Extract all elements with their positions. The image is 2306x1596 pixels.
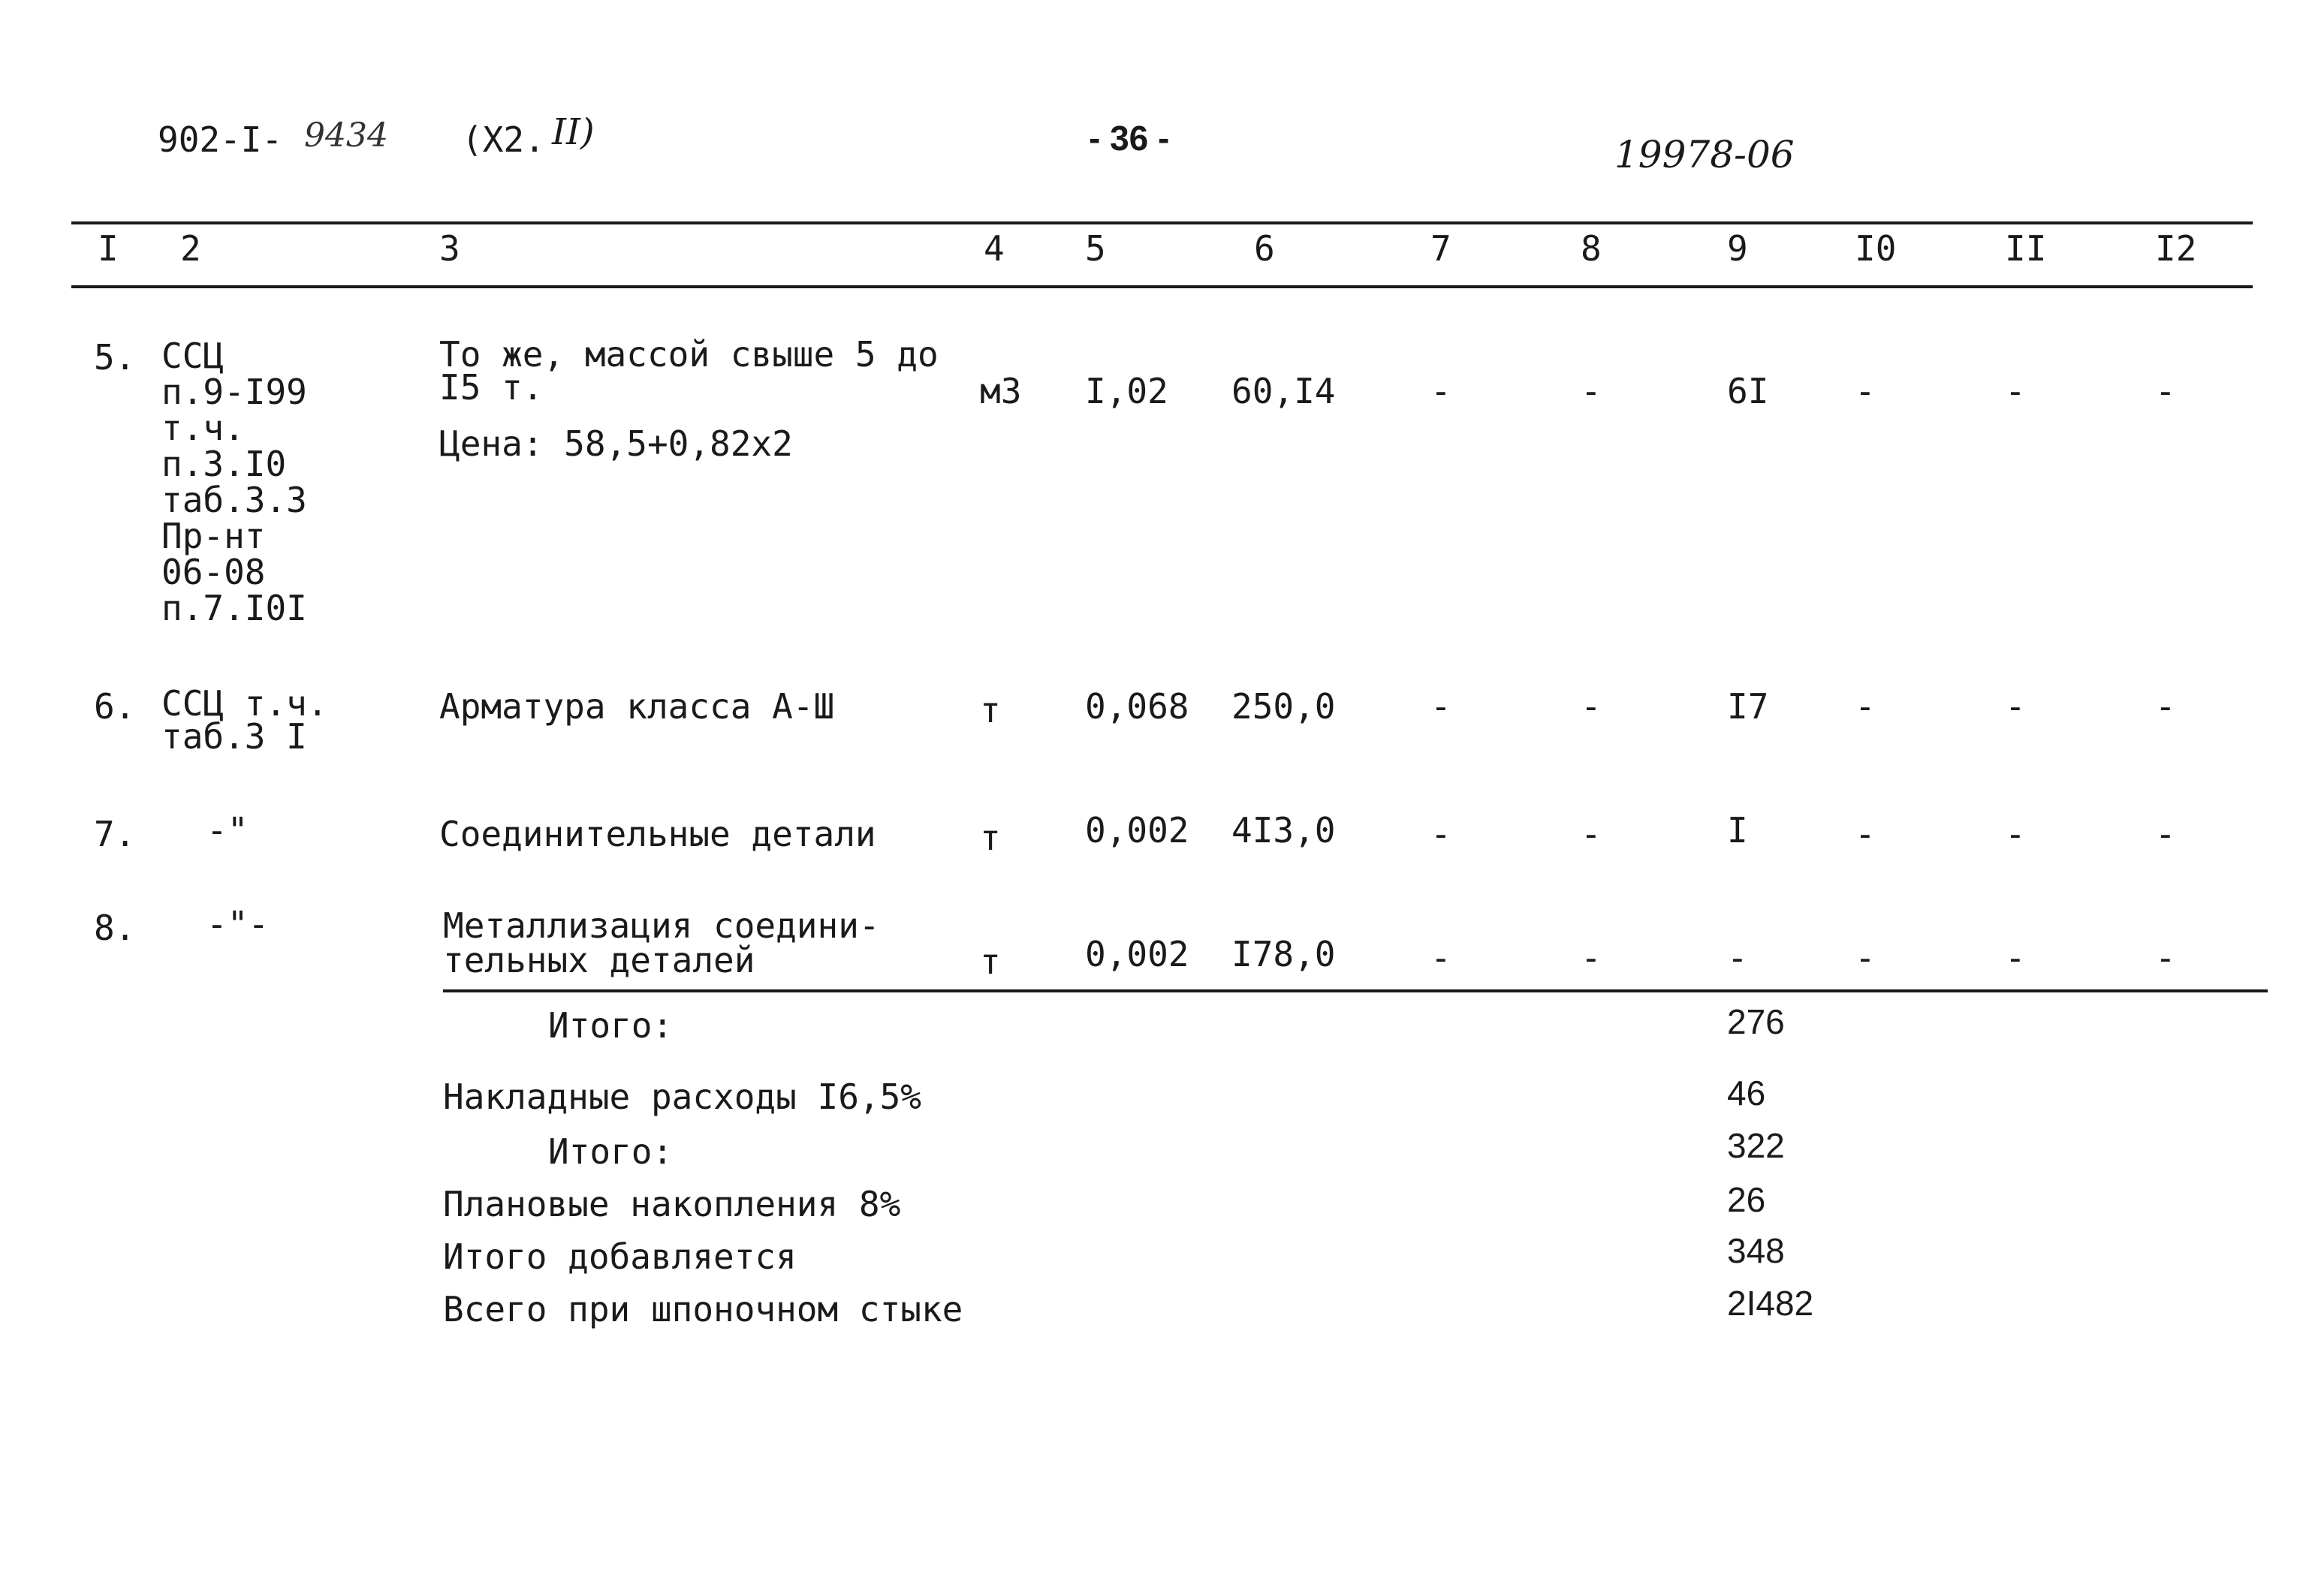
col-header-11: II [2005,228,2047,269]
row-col11: - [2005,814,2026,854]
row-col12: - [2155,686,2176,727]
planned-savings-label: Плановые накопления 8% [443,1184,901,1224]
total-label: Итого: [548,1005,674,1046]
row-col12: - [2155,371,2176,411]
added-total-value: 348 [1727,1231,1785,1270]
col-header-2: 2 [180,228,201,269]
row-col9: - [1727,938,1748,978]
row-col7: - [1430,814,1451,854]
row-quantity: 0,068 [1085,686,1189,727]
row-col12: - [2155,938,2176,978]
subtotal-label: Итого: [548,1131,674,1172]
row-reference: ССЦ т.ч. таб.3 I [161,683,328,757]
header-rule-bottom [71,285,2253,288]
doc-code-handwritten: 9434 [304,116,388,155]
row-number: 7. [94,814,136,854]
col-header-4: 4 [984,228,1005,269]
row-col11: - [2005,686,2026,727]
row-number: 8. [94,908,136,948]
overhead-label: Накладные расходы I6,5% [443,1077,921,1117]
grand-total-value: 2I482 [1727,1284,1814,1323]
row-quantity: 0,002 [1085,934,1189,974]
row-name: Металлизация соедини- тельных деталей [443,905,880,980]
doc-volume-handwritten: II) [552,111,595,153]
col-header-1: I [98,228,119,269]
col-header-3: 3 [439,228,460,269]
row-reference: -" [206,810,249,851]
row-name: Арматура класса А-Ш [439,686,835,727]
row-col10: - [1855,686,1876,727]
col-header-8: 8 [1581,228,1602,269]
row-col7: - [1430,371,1451,411]
row-unit-price: 250,0 [1231,686,1336,727]
row-name: То же, массой свыше 5 до I5 т. [439,334,939,408]
row-reference: ССЦ п.9-I99 т.ч. п.3.I0 таб.3.3 Пр-нт 06-08 п.7.I0I [161,336,307,628]
doc-code: 902-I- [158,119,283,160]
total-value: 276 [1727,1002,1785,1041]
row-col7: - [1430,686,1451,727]
page-number: - 36 - [1089,119,1170,158]
row-name: Соединительные детали [439,814,876,854]
row-col10: - [1855,814,1876,854]
row-col12: - [2155,814,2176,854]
planned-savings-value: 26 [1727,1180,1766,1219]
col-header-7: 7 [1430,228,1451,269]
row-col10: - [1855,371,1876,411]
archive-number: 19978-06 [1614,133,1795,176]
row-number: 6. [94,686,136,727]
subtotal-value: 322 [1727,1126,1785,1165]
row-unit: т [980,941,1001,982]
row-unit-price: 4I3,0 [1231,810,1336,851]
col-header-9: 9 [1727,228,1748,269]
row-col7: - [1430,938,1451,978]
row-col9: I7 [1727,686,1769,727]
col-header-6: 6 [1254,228,1275,269]
row-unit: м3 [980,371,1022,411]
row-unit-price: 60,I4 [1231,371,1336,411]
totals-rule [443,989,2268,992]
row-unit: т [980,690,1001,730]
row-col9: 6I [1727,371,1769,411]
header-rule-top [71,221,2253,224]
row-col8: - [1581,371,1602,411]
row-quantity: I,02 [1085,371,1168,411]
row-quantity: 0,002 [1085,810,1189,851]
added-total-label: Итого добавляется [443,1236,797,1277]
row-col8: - [1581,814,1602,854]
col-header-10: I0 [1855,228,1897,269]
col-header-12: I2 [2155,228,2197,269]
row-unit: т [980,818,1001,858]
col-header-5: 5 [1085,228,1106,269]
row-reference: -"- [206,904,270,944]
row-price-note: Цена: 58,5+0,82х2 [439,423,793,464]
row-col9: I [1727,810,1748,851]
row-col11: - [2005,371,2026,411]
row-col8: - [1581,938,1602,978]
grand-total-label: Всего при шпоночном стыке [443,1289,963,1329]
row-col8: - [1581,686,1602,727]
doc-volume: (Х2. [462,119,545,160]
overhead-value: 46 [1727,1074,1766,1113]
row-unit-price: I78,0 [1231,934,1336,974]
row-col10: - [1855,938,1876,978]
row-col11: - [2005,938,2026,978]
row-number: 5. [94,337,136,378]
